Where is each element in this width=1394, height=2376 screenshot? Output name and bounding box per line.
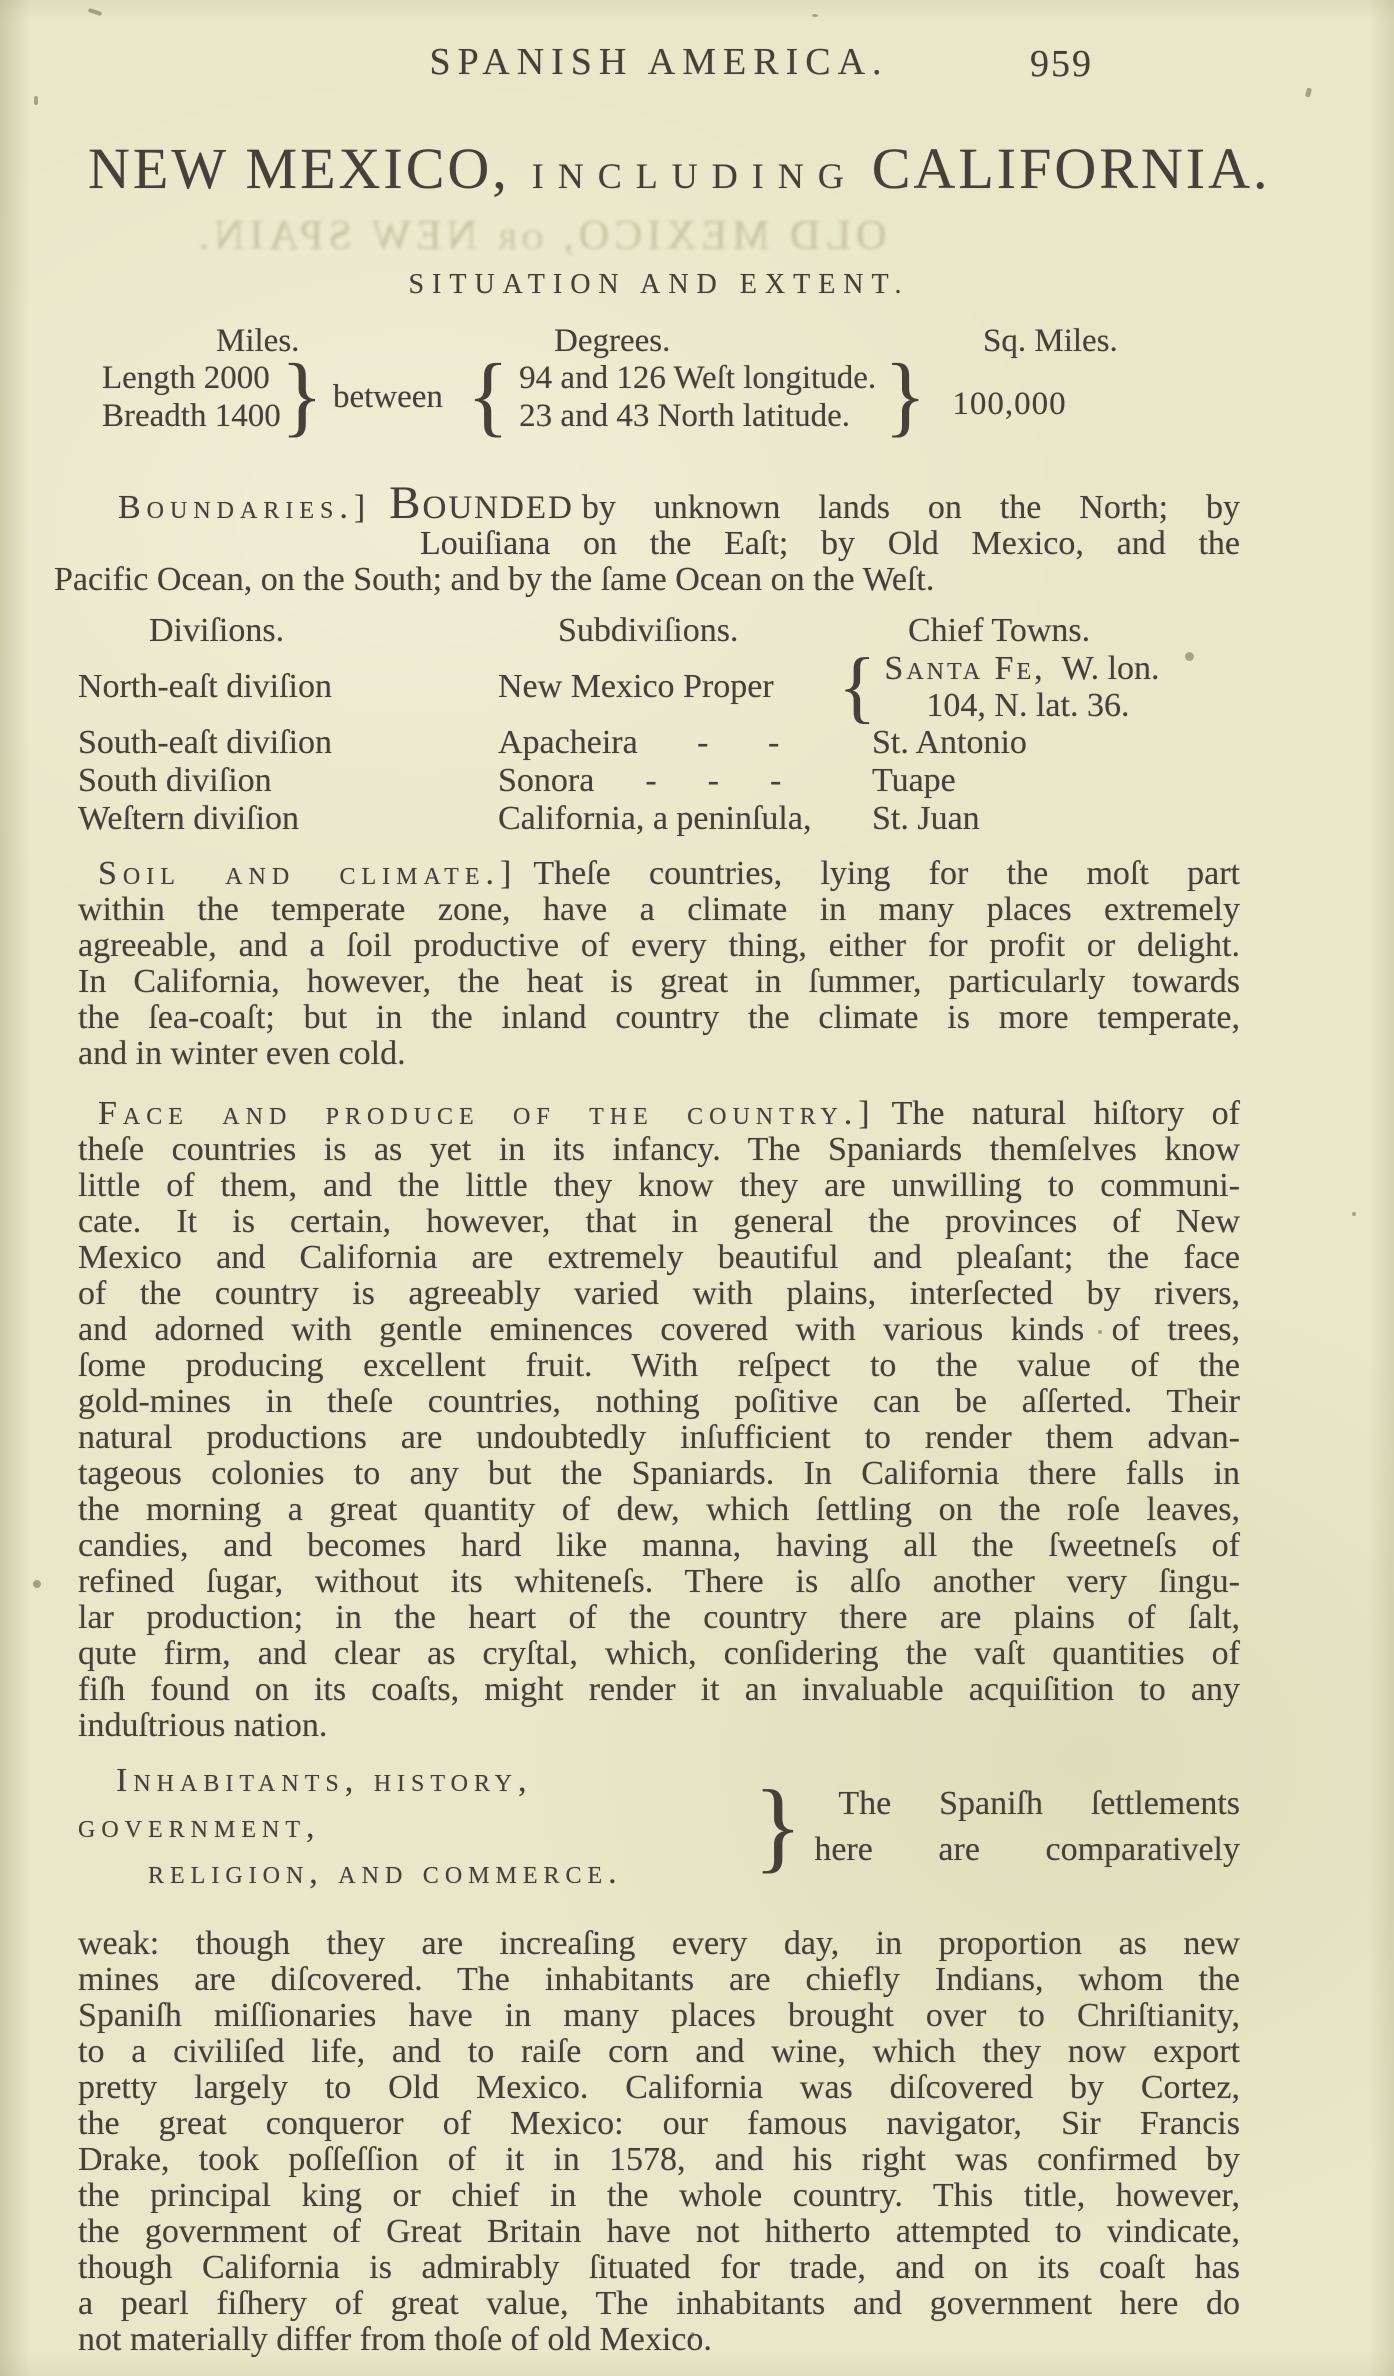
show-through-ghost-title: OLD MEXICO, or NEW SPAIN. <box>193 213 887 259</box>
subdivision-cell: Sonora - - - <box>498 762 782 799</box>
division-cell: South diviſion <box>78 762 272 799</box>
west-longitude-text: W. lon. <box>1061 650 1160 687</box>
column-header-sq-miles: Sq. Miles. <box>983 323 1118 359</box>
dimensions-cell <box>102 359 281 435</box>
inhabitants-label-line1: Inhabitants, history, government, <box>78 1762 533 1845</box>
text-line <box>78 1096 1240 1132</box>
between-label: between <box>332 378 443 415</box>
title-part-new-mexico: NEW MEXICO, <box>88 136 510 201</box>
header-subdivisions: Subdiviſions. <box>558 612 739 649</box>
title-part-california: CALIFORNIA. <box>871 136 1271 201</box>
text-line: tageous colonies to any but the Spaniards. In California there falls in <box>78 1455 1240 1492</box>
text-line: a pearl fiſhery of great value, The inhabitants and government here do <box>78 2285 1240 2322</box>
paragraph-lines <box>78 1926 1240 2358</box>
table-row <box>78 724 1240 762</box>
text-line: Mexico and California are extremely beautiful and pleaſant; the face <box>78 1239 1240 1276</box>
text-line: mines are diſcovered. The inhabitants are chiefly Indians, whom the <box>78 1961 1240 1998</box>
chapter-title <box>88 136 1271 211</box>
chief-town-cell <box>838 643 1240 731</box>
text-line: weak: though they are increaſing every day, in proportion as new <box>78 1925 1240 1962</box>
subdivision-cell: California, a peninſula, <box>498 800 812 837</box>
chief-town-cell: Tuape <box>872 762 956 799</box>
text-line: within the temperate zone, have a climate in many places extremely <box>78 891 1240 928</box>
boundaries-text: by unknown lands on the North; by <box>581 489 1240 526</box>
text-line: Louiſiana on the Eaſt; by Old Mexico, and the <box>420 525 1240 562</box>
division-cell: North-eaſt diviſion <box>78 668 333 705</box>
chief-town-cell: St. Juan <box>872 800 980 837</box>
title-part-including: INCLUDING <box>531 156 858 196</box>
text-line: the principal king or chief in the whole country. This title, however, <box>78 2177 1240 2214</box>
text-line: The Spaniſh ſettlements <box>838 1785 1240 1822</box>
text-line: 104, N. lat. 36. <box>926 687 1130 724</box>
inhabitants-label-line2: religion, and commerce. <box>148 1854 623 1891</box>
divisions-table-header <box>78 612 1240 650</box>
latitude-range: 23 and 43 North latitude. <box>519 398 851 434</box>
text-line: fiſh found on its coaſts, might render it an invaluable acquiſition to any <box>78 1671 1240 1708</box>
text-line: here are comparatively <box>814 1831 1240 1868</box>
table-row <box>78 762 1240 800</box>
text-line: lar production; in the heart of the country there are plains of ſalt, <box>78 1599 1240 1636</box>
face-produce-paragraph <box>78 1096 1240 1744</box>
curly-brace-open: { <box>466 347 510 446</box>
extent-row <box>102 347 1067 446</box>
paper-speck <box>1352 1212 1356 1216</box>
text-line: not materially differ from thoſe of old Mexico. <box>78 2321 712 2358</box>
paper-speck <box>34 96 38 105</box>
text-line: In California, however, the heat is great in ſummer, particularly towards <box>78 963 1240 1000</box>
running-head-title: SPANISH AMERICA. <box>429 41 889 83</box>
text-line: theſe countries is as yet in its infancy. The Spaniards themſelves know <box>78 1131 1240 1168</box>
curly-brace-close: } <box>753 1770 803 1883</box>
curly-brace-open: { <box>838 643 877 731</box>
text-line: Pacific Ocean, on the South; and by the ſame Ocean on the Weſt. <box>54 561 935 598</box>
text-line: little of them, and the little they know they are unwilling to communi- <box>78 1167 1240 1204</box>
header-chief-towns: Chief Towns. <box>908 612 1091 649</box>
text-line <box>78 477 1240 529</box>
text-line: candies, and becomes hard like manna, having all the ſweetneſs of <box>78 1527 1240 1564</box>
soil-climate-label: Soil and climate.] <box>98 855 518 892</box>
paragraph-text: The natural hiſtory of <box>891 1095 1240 1132</box>
text-line <box>78 856 1240 892</box>
page-content <box>54 0 1271 2358</box>
table-row <box>78 800 1240 838</box>
table-row <box>78 643 1240 731</box>
text-line: and adorned with gentle eminences covered with various kinds of trees, <box>78 1311 1240 1348</box>
text-line: ſome producing excellent fruit. With reſpect to the value of the <box>78 1347 1240 1384</box>
chief-town-cell: St. Antonio <box>872 724 1027 761</box>
curly-brace-close: } <box>884 347 927 446</box>
paper-speck <box>1305 88 1312 98</box>
text-line: qute firm, and clear as cryſtal, which, conſidering the vaſt quantities of <box>78 1635 1240 1672</box>
text-line: agreeable, and a ſoil productive of every thing, either for profit or delight. <box>78 927 1240 964</box>
length-value: Length 2000 <box>102 360 270 396</box>
boundaries-label: Boundaries.] <box>118 489 372 526</box>
text-line: refined ſugar, without its whiteneſs. There is alſo another very ſingu- <box>78 1563 1240 1600</box>
text-line: cate. It is certain, however, that in general the provinces of New <box>78 1203 1240 1240</box>
situation-extent-table <box>78 323 1240 455</box>
bounded-lead-word: Bounded <box>389 477 574 529</box>
chief-town-text <box>884 650 1159 724</box>
divisions-table <box>78 612 1240 838</box>
paragraph-lines <box>78 1132 1240 1744</box>
text-line: natural productions are undoubtedly inſufficient to render them advan- <box>78 1419 1240 1456</box>
situation-extent-heading: SITUATION AND EXTENT. <box>408 269 910 300</box>
text-line: the morning a great quantity of dew, which ſettling on the roſe leaves, <box>78 1491 1240 1528</box>
text-line: the great conqueror of Mexico: our famous navigator, Sir Francis <box>78 2105 1240 2142</box>
curly-brace-close: } <box>280 347 323 446</box>
text-line: Drake, took poſſeſſion of it in 1578, and his right was confirmed by <box>78 2141 1240 2178</box>
text-line: though California is admirably ſituated for trade, and on its coaſt has <box>78 2249 1240 2286</box>
running-head <box>78 40 1240 84</box>
face-produce-label: Face and produce of the country.] <box>98 1095 876 1132</box>
page-number: 959 <box>1030 43 1093 85</box>
inhabitants-heading <box>78 1758 1240 1896</box>
soil-climate-paragraph <box>78 856 1240 1072</box>
text-line: the ſea-coaſt; but in the inland country the climate is more temperate, <box>78 999 1240 1036</box>
inhabitants-paragraph <box>78 1926 1240 2358</box>
division-cell: South-eaſt diviſion <box>78 724 333 761</box>
text-line: the government of Great Britain have not hitherto attempted to vindicate, <box>78 2213 1240 2250</box>
text-line: and in winter even cold. <box>78 1035 406 1072</box>
degrees-cell <box>519 359 876 435</box>
boundaries-paragraph <box>54 477 1240 598</box>
text-line: Spaniſh miſſionaries have in many places brought over to Chriſtianity, <box>78 1997 1240 2034</box>
longitude-range: 94 and 126 Weſt longitude. <box>519 360 877 396</box>
header-divisions: Diviſions. <box>149 612 285 649</box>
paragraph-text: Theſe countries, lying for the moſt part <box>533 855 1240 892</box>
text-line: to a civiliſed life, and to raiſe corn and wine, which they now export <box>78 2033 1240 2070</box>
subdivision-cell: New Mexico Proper <box>498 668 774 705</box>
text-line: of the country is agreeably varied with plains, interſected by rivers, <box>78 1275 1240 1312</box>
text-line: gold-mines in theſe countries, nothing poſitive can be aſſerted. Their <box>78 1383 1240 1420</box>
text-line: induſtrious nation. <box>78 1707 328 1744</box>
subdivision-cell: Apacheira - - <box>498 724 780 761</box>
breadth-value: Breadth 1400 <box>102 398 281 434</box>
column-header-degrees: Degrees. <box>554 323 671 359</box>
text-line <box>884 650 1159 687</box>
santa-fe-small-caps: Santa Fe, <box>884 650 1046 687</box>
paragraph-lines <box>78 892 1240 1072</box>
column-header-miles: Miles. <box>216 323 300 359</box>
square-miles-value: 100,000 <box>952 385 1067 422</box>
division-cell: Weſtern diviſion <box>78 800 300 837</box>
text-line: pretty largely to Old Mexico. California was diſcovered by Cortez, <box>78 2069 1240 2106</box>
inhabitants-heading-left <box>78 1758 761 1896</box>
inhabitants-heading-right <box>814 1781 1240 1873</box>
paper-speck <box>33 1580 41 1588</box>
